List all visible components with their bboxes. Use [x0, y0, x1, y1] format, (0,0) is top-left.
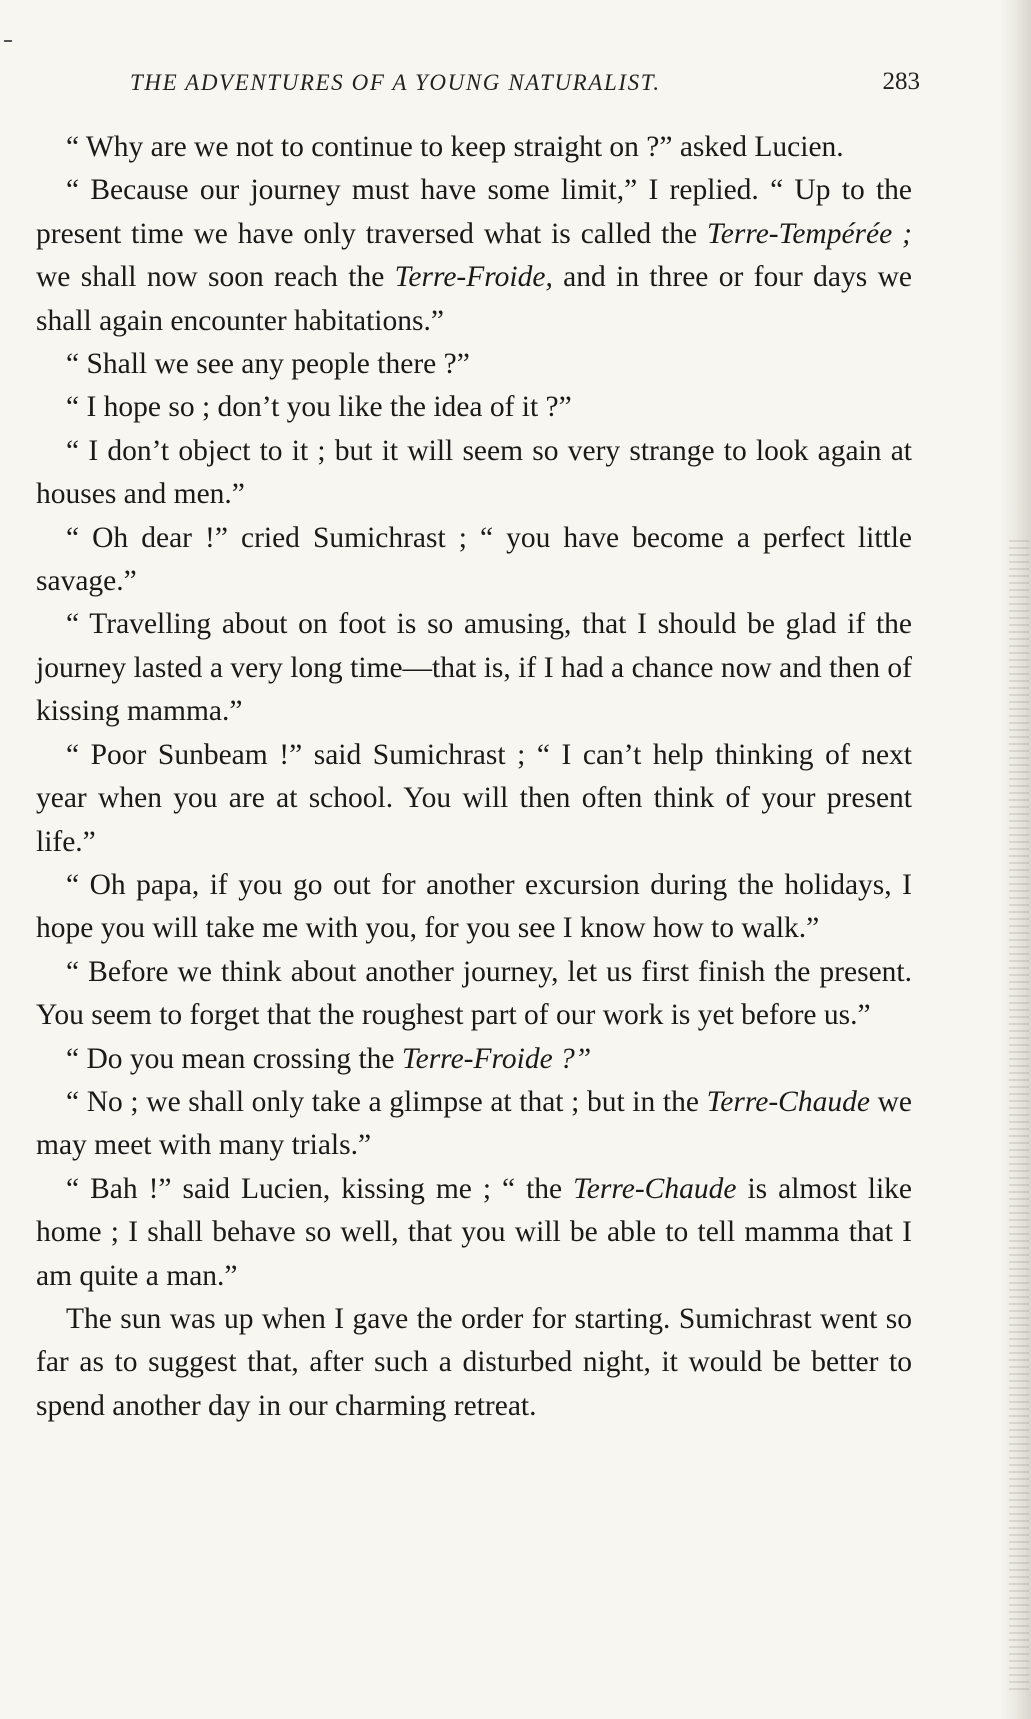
paragraph	[36, 1038, 912, 1081]
text-run: “ Do you mean crossing the	[66, 1042, 402, 1075]
italic-term: Terre-Tempérée ;	[707, 217, 912, 250]
text-run: and in three or four days we shall again encounter habitations.”	[36, 261, 912, 337]
paragraph	[36, 126, 912, 169]
italic-term: Terre-Chaude	[706, 1085, 870, 1118]
italic-term: Terre-Chaude	[573, 1172, 737, 1205]
text-run: “ No ; we shall only take a glimpse at that ; but in the	[66, 1085, 707, 1118]
paragraph	[36, 603, 912, 733]
italic-term: Terre-Froide ?”	[401, 1042, 592, 1075]
text-run: “ Oh dear !” cried Sumichrast ; “ you have become a perfect little savage.”	[36, 521, 912, 598]
paragraph	[36, 430, 912, 517]
running-title: THE ADVENTURES OF A YOUNG NATURALIST.	[130, 70, 661, 95]
text-run: “ I don’t object to it ; but it will seem so very strange to look again at houses and men.”	[36, 434, 912, 511]
paragraph	[36, 1298, 912, 1428]
paragraph	[36, 169, 912, 343]
paragraph	[36, 951, 912, 1038]
text-run: is almost like home ; I shall behave so well, that you will be able to tell mamma that I am quite a man.”	[36, 1172, 912, 1292]
paragraph	[36, 517, 912, 604]
paragraph	[36, 734, 912, 864]
paragraph	[36, 864, 912, 951]
page-header	[130, 64, 920, 104]
page-number: 283	[882, 68, 920, 95]
text-run: “ Before we think about another journey, let us first finish the present. You seem to forget that the roughest part of our work is yet before us.”	[36, 955, 912, 1032]
text-run: “ Poor Sunbeam !” said Sumichrast ; “ I can’t help thinking of next year when you are at school. You will then often think of your present life.”	[36, 738, 912, 858]
paragraph	[36, 1081, 912, 1168]
text-run: “ Oh papa, if you go out for another excursion during the holidays, I hope you will take me with you, for you see I know how to walk.”	[36, 868, 912, 945]
text-run: “ Travelling about on foot is so amusing, that I should be glad if the journey lasted a very long time—that is, if I had a chance now and then of kissing mamma.”	[36, 608, 912, 728]
paragraph	[36, 386, 912, 429]
italic-term: Terre-Froide,	[394, 261, 553, 294]
text-run: “ Because our journey must have some limit,” I replied. “ Up to the present time we have only traversed what is called the	[36, 174, 912, 250]
text-run: “ Why are we not to continue to keep straight on ?” asked Lucien.	[66, 131, 844, 163]
scan-speck	[4, 40, 12, 42]
text-run: we shall now soon reach the	[36, 261, 395, 294]
page-edge-marks	[1009, 540, 1029, 1690]
paragraph	[36, 1168, 912, 1298]
text-run: “ I hope so ; don’t you like the idea of it ?”	[66, 391, 572, 424]
text-run: “ Bah !” said Lucien, kissing me ; “ the	[66, 1172, 574, 1205]
paragraph	[36, 343, 912, 386]
text-run: The sun was up when I gave the order for starting. Sumichrast went so far as to suggest that, after such a disturbed night, it would be better to spend another day in our charming retreat.	[36, 1302, 912, 1422]
text-run: “ Shall we see any people there ?”	[66, 348, 470, 381]
text-run: we may meet with many trials.”	[36, 1085, 912, 1162]
body-text	[36, 126, 912, 1428]
